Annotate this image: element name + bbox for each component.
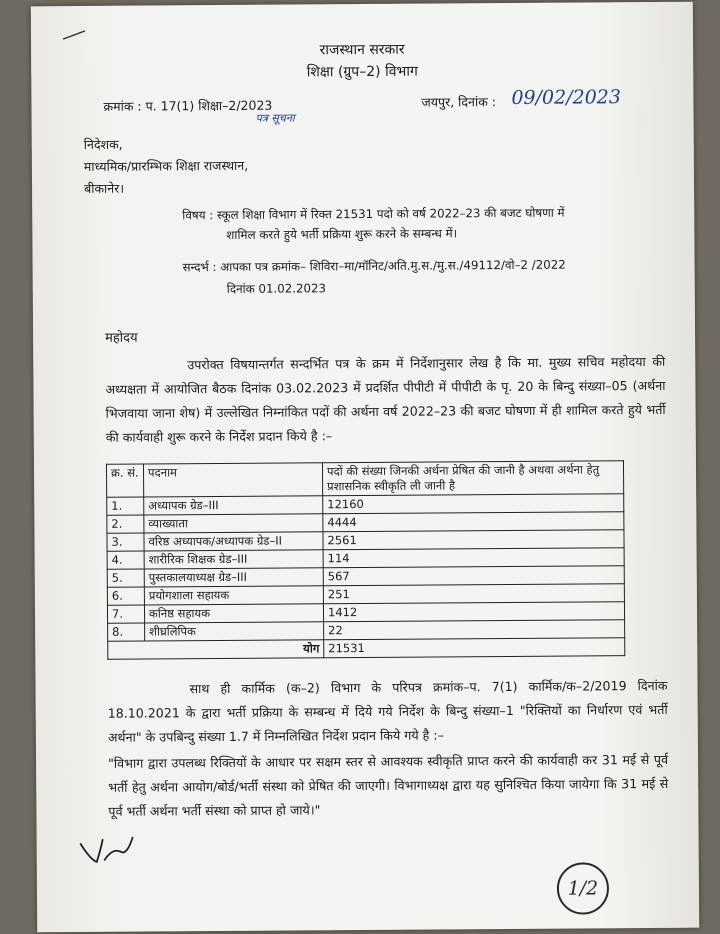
total-value: 21531 xyxy=(324,638,625,658)
row-post-name: अध्यापक ग्रेड–III xyxy=(144,496,323,515)
letter-number: क्रमांक : प. 17(1) शिक्षा–2/2023 xyxy=(103,97,273,114)
row-count: 12160 xyxy=(323,494,624,514)
row-count: 2561 xyxy=(323,530,624,550)
page-number-circle: 1/2 xyxy=(557,862,609,914)
place-date-label: जयपुर, दिनांक : xyxy=(421,94,497,110)
row-post-name: व्याख्याता xyxy=(144,514,323,533)
department-name: शिक्षा (ग्रुप–2) विभाग xyxy=(306,63,418,81)
row-count: 22 xyxy=(324,620,625,640)
total-label: योग xyxy=(108,640,324,660)
row-serial: 1. xyxy=(107,497,144,515)
addressee-title: निदेशक, xyxy=(83,136,123,152)
table-header-row xyxy=(106,461,623,498)
row-count: 251 xyxy=(323,584,624,604)
row-count: 1412 xyxy=(323,602,624,622)
row-count: 567 xyxy=(323,566,624,586)
row-serial: 8. xyxy=(108,623,145,641)
quoted-instruction: "विभाग द्वारा उपलब्ध रिक्तियों के आधार पर सक्षम स्तर से आवश्यक स्वीकृति प्राप्त करने की कार्यवाही कर 31 मई से पूर्व भर्ती हेतु अर्थना आयोग/बोर्ड/भर्ती संस्था को प्रेषित की जाएगी। विभागाध्यक्ष द्वारा यह सुनिश्चित किया जायेगा कि 31 मई से पूर्व भर्ती अर्थना भर्ती संस्था को प्राप्त हो जाये।" xyxy=(108,751,669,819)
government-name: राजस्थान सरकार xyxy=(319,41,405,59)
addressee-city: बीकानेर। xyxy=(83,180,125,196)
row-serial: 7. xyxy=(107,605,144,623)
row-post-name: पुस्तकालयाध्यक्ष ग्रेड–III xyxy=(144,568,323,587)
subject-line-1: विषय : स्कूल शिक्षा विभाग में रिक्त 21531 पदो को वर्ष 2022–23 की बजट घोषणा में xyxy=(182,205,565,223)
subject-line-2: शामिल करते हुये भर्ती प्रक्रिया शुरू करने के सम्बन्ध में। xyxy=(226,226,458,242)
row-post-name: प्रयोगशाला सहायक xyxy=(144,586,323,605)
handwritten-note: पत्र सूचना xyxy=(255,111,295,125)
posts-table xyxy=(106,460,625,660)
addressee-office: माध्यमिक/प्रारम्भिक शिक्षा राजस्थान, xyxy=(83,157,249,174)
handwritten-date: 09/02/2023 xyxy=(511,86,622,109)
row-post-name: शीघ्रलिपिक xyxy=(145,622,324,641)
body-paragraph-1: उपरोक्त विषयान्तर्गत सन्दर्भित पत्र के क्रम में निर्देशानुसार लेख है कि मा. मुख्य सचिव महोदया की अध्यक्षता में आयोजित बैठक दिनांक 03.02.2023 में प्रदर्शित पीपीटी में पीपीटी के पृ. 20 के बिन्दु संख्या–05 (अर्थना भिजवाया जाना शेष) में उल्लेखित निम्नांकित पदों की अर्थना वर्ष 2022–23 की बजट घोषणा में ही शामिल करते हुये भर्ती की कार्यवाही शुरू करने के निर्देश प्रदान किये है :– xyxy=(105,353,666,445)
row-serial: 6. xyxy=(107,587,144,605)
letter-page xyxy=(31,2,699,933)
row-post-name: शारीरिक शिक्षक ग्रेड–III xyxy=(144,550,323,569)
column-header-count: पदों की संख्या जिनकी अर्थना प्रेषित की जानी है अथवा अर्थना हेतु प्रशासनिक स्वीकृति ली जानी है xyxy=(322,461,623,496)
row-post-name: कनिष्ठ सहायक xyxy=(144,604,323,623)
row-count: 4444 xyxy=(323,512,624,532)
row-serial: 2. xyxy=(107,515,144,533)
table-total-row xyxy=(108,638,625,660)
column-header-serial: क्र. सं. xyxy=(106,464,143,497)
row-serial: 3. xyxy=(107,533,144,551)
row-serial: 5. xyxy=(107,569,144,587)
column-header-post: पदनाम xyxy=(143,463,322,497)
row-count: 114 xyxy=(323,548,624,568)
body-paragraph-2: साथ ही कार्मिक (क–2) विभाग के परिपत्र क्रमांक–प. 7(1) कार्मिक/क–2/2019 दिनांक 18.10.2021 के द्वारा भर्ती प्रक्रिया के सम्बन्ध में दिये गये निर्देश के बिन्दु संख्या–1 "रिक्तियों का निर्धारण एवं भर्ती अर्थना" के उपबिन्दु संख्या 1.7 में निम्नलिखित निर्देश प्रदान किये गये है :– xyxy=(107,677,668,745)
margin-pen-mark xyxy=(61,28,87,42)
row-serial: 4. xyxy=(107,551,144,569)
reference-line-1: सन्दर्भ : आपका पत्र क्रमांक– शिविरा–मा/मॉनिट/अति.मु.स./मु.स./49112/वो–2 /2022 xyxy=(182,257,566,275)
reference-line-2: दिनांक 01.02.2023 xyxy=(226,281,327,296)
row-post-name: वरिष्ठ अध्यापक/अध्यापक ग्रेड–II xyxy=(144,532,323,551)
salutation: महोदय xyxy=(105,330,138,346)
initials-signature xyxy=(77,830,137,866)
